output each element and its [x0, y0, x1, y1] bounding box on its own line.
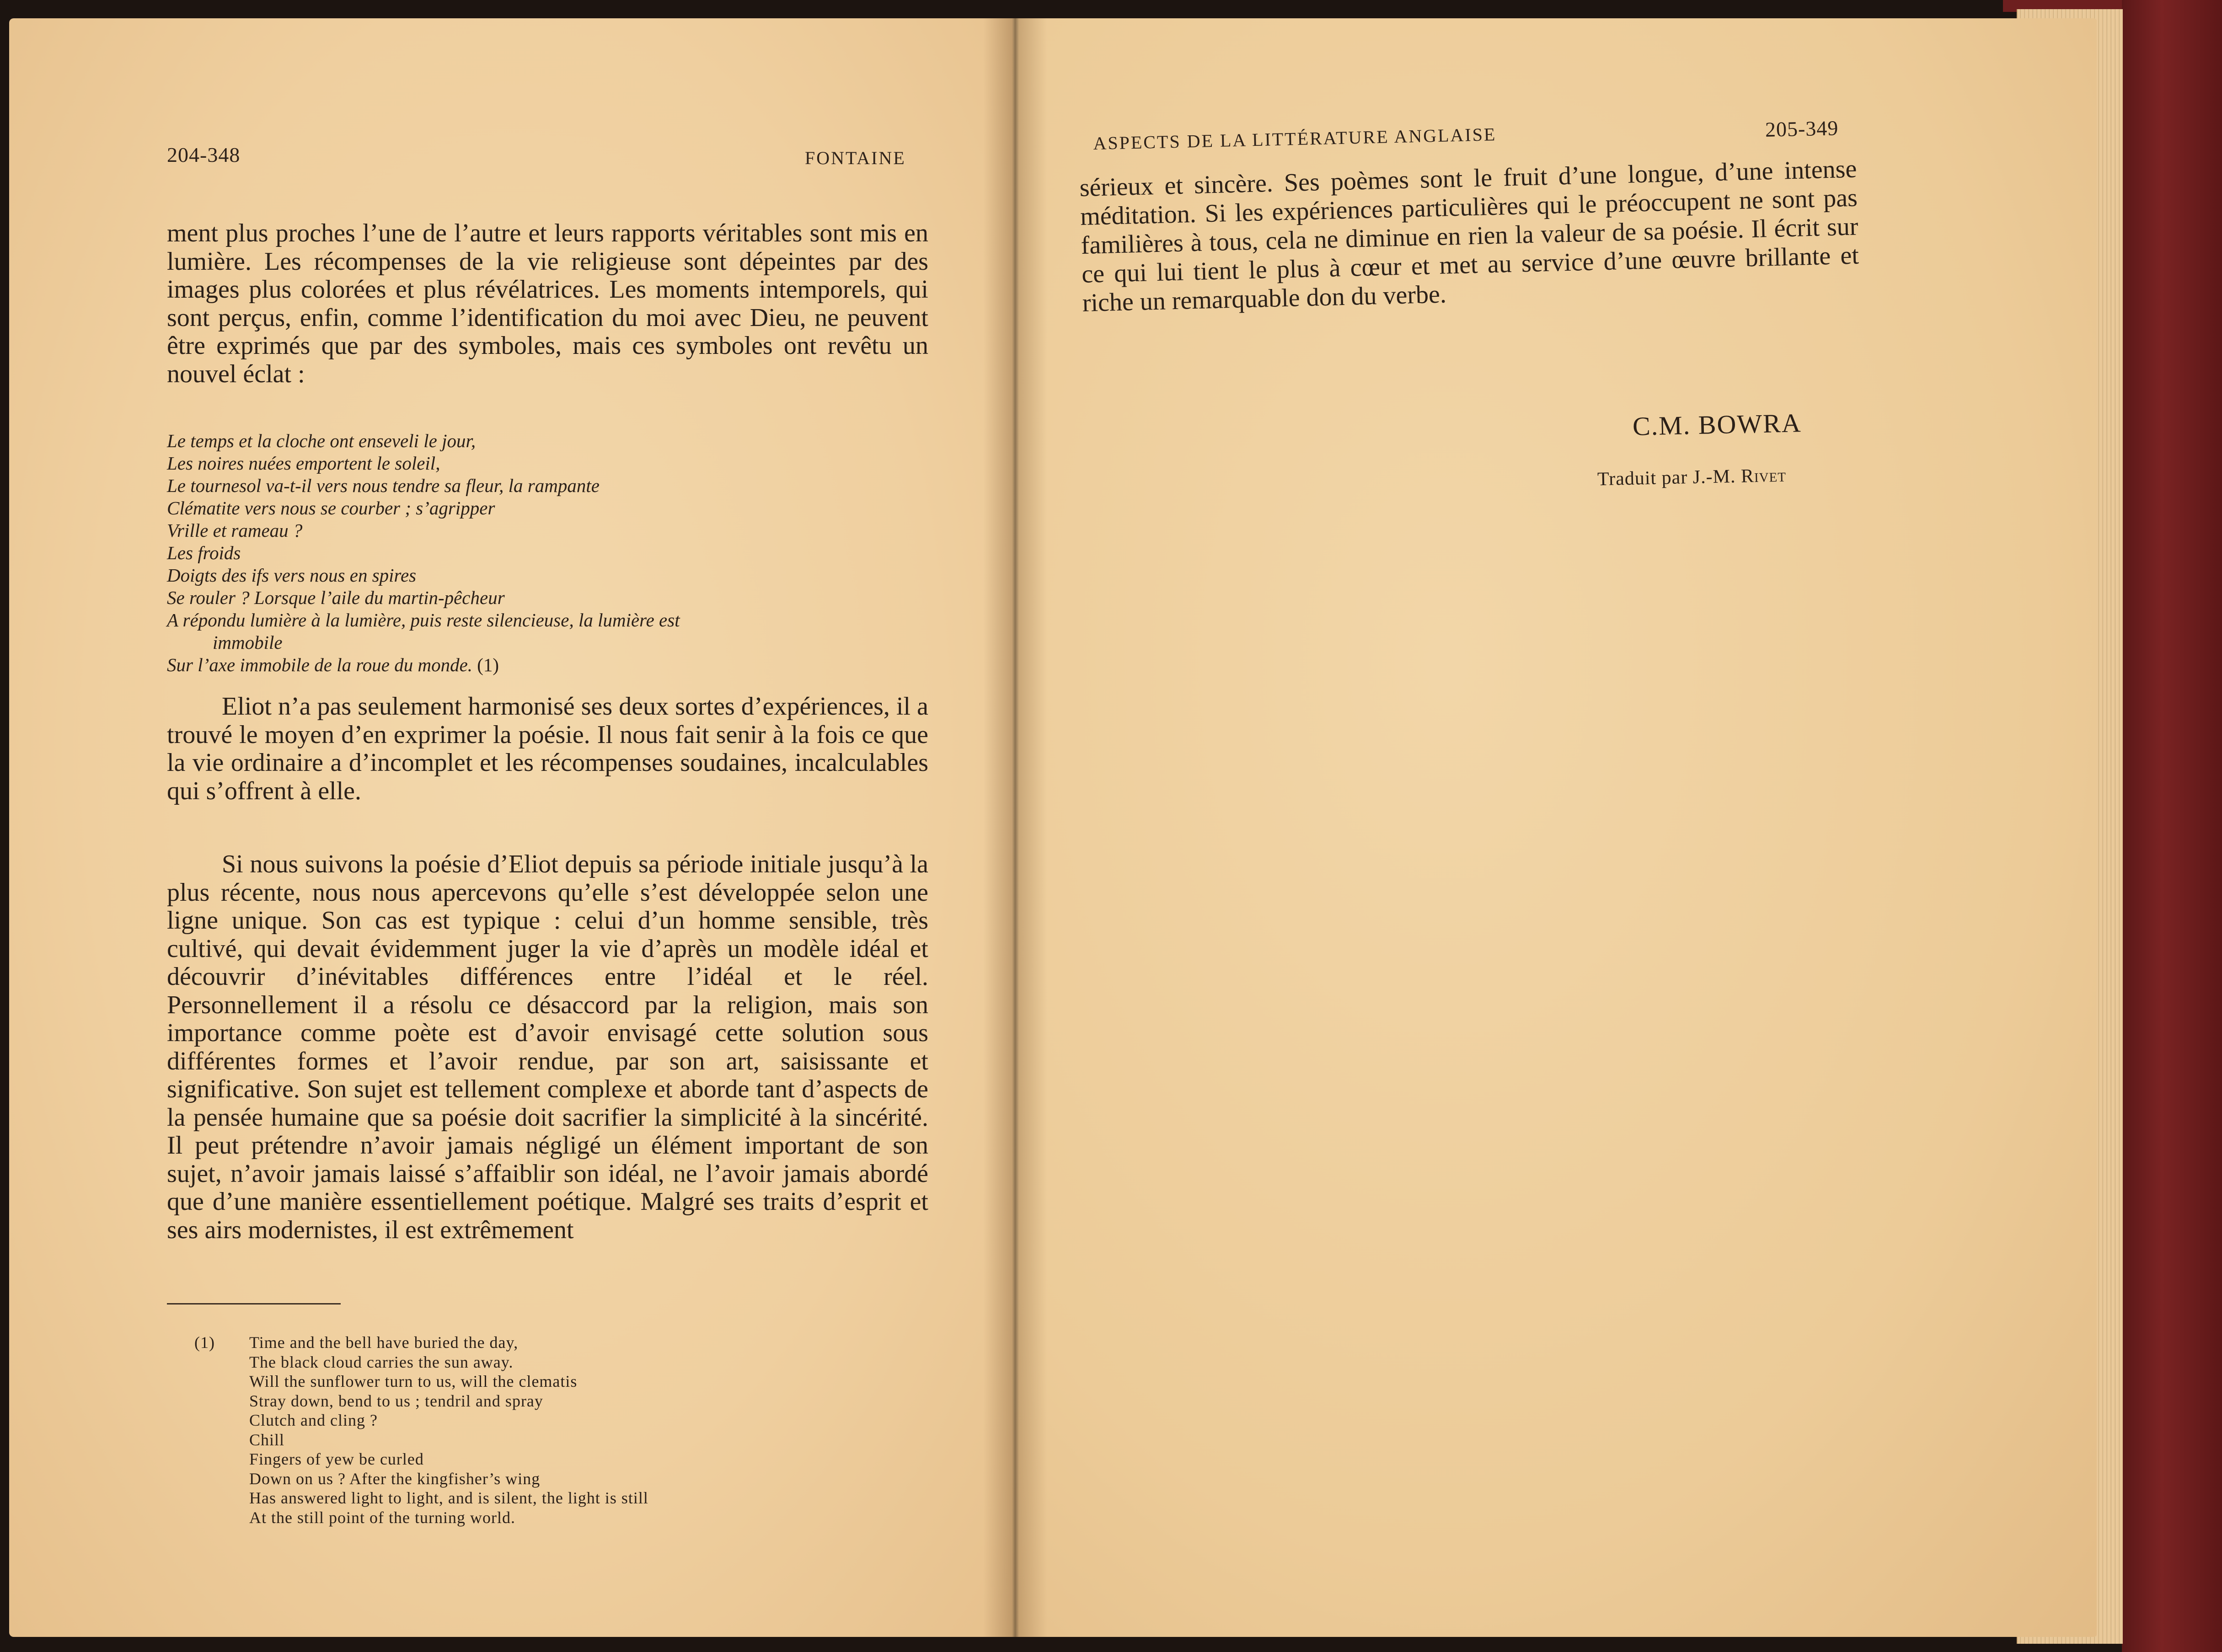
poem-line: Les noires nuées emportent le soleil,	[167, 453, 440, 474]
book-gutter	[983, 18, 1047, 1637]
left-page	[9, 18, 1022, 1637]
left-paragraph-3	[167, 850, 928, 1244]
left-paragraph-2	[167, 693, 928, 805]
poem-line: Doigts des ifs vers nous en spires	[167, 565, 417, 586]
footnote-line: Time and the bell have buried the day,	[249, 1333, 519, 1352]
footnote-line: Clutch and cling ?	[249, 1411, 378, 1429]
author-signature: C.M. BOWRA	[1632, 408, 1802, 441]
footnote-line: At the still point of the turning world.	[249, 1508, 515, 1527]
poem-line: Se rouler ? Lorsque l’aile du martin-pêcheur	[167, 587, 505, 608]
footnote	[194, 1333, 880, 1527]
poem-line: Vrille et rameau ?	[167, 520, 303, 541]
quoted-poem	[167, 430, 944, 676]
footnote-line: Will the sunflower turn to us, will the clematis	[249, 1372, 578, 1390]
paragraph-text: Eliot n’a pas seulement harmonisé ses deux sortes d’expériences, il a trouvé le moyen d’en exprimer la poésie. Il nous fait senir à la fois ce que la vie ordinaire a d’incomplet et les récompenses soudaines, incalculables qui s’offrent à elle.	[167, 692, 928, 805]
credit-prefix: Traduit par J.-M.	[1597, 465, 1736, 490]
poem-last-line	[167, 654, 944, 676]
left-running-head: FONTAINE	[805, 148, 906, 168]
poem-line: A répondu lumière à la lumière, puis reste silencieuse, la lumière est	[167, 609, 680, 631]
footnote-rule	[167, 1303, 341, 1304]
paragraph-text: Si nous suivons la poésie d’Eliot depuis sa période initiale jusqu’à la plus récente, nous nous apercevons qu’elle s’est développée selon une ligne unique. Son cas est typique : celui d’un homme sensible, très cultivé, qui devait évidemment juger la vie d’après un modèle idéal et découvrir d’inévitables différences entre l’idéal et le réel. Personnellement il a résolu ce désaccord par la religion, mais son importance comme poète est d’avoir envisagé cette solution sous différentes formes et l’avoir rendue, par son art, saisissante et significative. Son sujet est tellement complexe et aborde tant d’aspects de la pensée humaine que sa poésie doit sacrifier la simplicité à la sincérité. Il peut prétendre n’avoir jamais négligé un élément important de son sujet, n’avoir jamais laissé s’affaiblir son idéal, ne l’avoir jamais abordé que d’une manière essentiellement poétique. Malgré ses traits d’esprit et ses airs modernistes, il est extrêmement	[167, 850, 928, 1244]
translator-name: Rivet	[1740, 465, 1787, 487]
right-paragraph-1	[1079, 155, 1860, 317]
footnote-reference: (1)	[477, 654, 499, 675]
translator-credit	[1597, 465, 1787, 491]
footnote-line: Fingers of yew be curled	[249, 1450, 424, 1468]
right-page-number: 205-349	[1765, 116, 1839, 141]
poem-line-text: Sur l’axe immobile de la roue du monde.	[167, 654, 473, 675]
left-paragraph-1	[167, 219, 928, 388]
poem-line: Le tournesol va-t-il vers nous tendre sa fleur, la rampante	[167, 475, 600, 496]
paragraph-text: ment plus proches l’une de l’autre et leurs rapports véritables sont mis en lumière. Les récompenses de la vie religieuse sont dépeintes par des images plus colorées et plus révélatrices. Les moments intemporels, qui sont perçus, enfin, comme l’identification du moi avec Dieu, ne peuvent être exprimés que par des symboles, mais ces symboles ont revêtu un nouvel éclat :	[167, 219, 928, 388]
footnote-line: The black cloud carries the sun away.	[249, 1353, 514, 1371]
paragraph-text: sérieux et sincère. Ses poèmes sont le fruit d’une longue, d’une intense méditation. Si les expériences particulières qui le préoccupent ne sont pas familières à tous, cela ne diminue en rien la valeur de sa poésie. Il écrit sur ce qui lui tient le plus à cœur et met au service d’une œuvre brillante et riche un remarquable don du verbe.	[1079, 155, 1859, 317]
footnote-line: Has answered light to light, and is silent, the light is still	[249, 1489, 648, 1507]
poem-line: immobile	[213, 632, 283, 653]
right-running-head: ASPECTS DE LA LITTÉRATURE ANGLAISE	[1093, 123, 1497, 154]
book-cover-edge	[2122, 0, 2222, 1652]
poem-line: Les froids	[167, 542, 241, 563]
poem-line: Le temps et la cloche ont enseveli le jour,	[167, 430, 476, 451]
footnote-number: (1)	[194, 1333, 215, 1352]
footnote-line: Down on us ? After the kingfisher’s wing	[249, 1469, 541, 1488]
footnote-line: Stray down, bend to us ; tendril and spray	[249, 1391, 543, 1410]
poem-line: Clématite vers nous se courber ; s’agripper	[167, 497, 495, 519]
footnote-line: Chill	[249, 1430, 285, 1449]
left-page-number: 204-348	[167, 143, 241, 166]
